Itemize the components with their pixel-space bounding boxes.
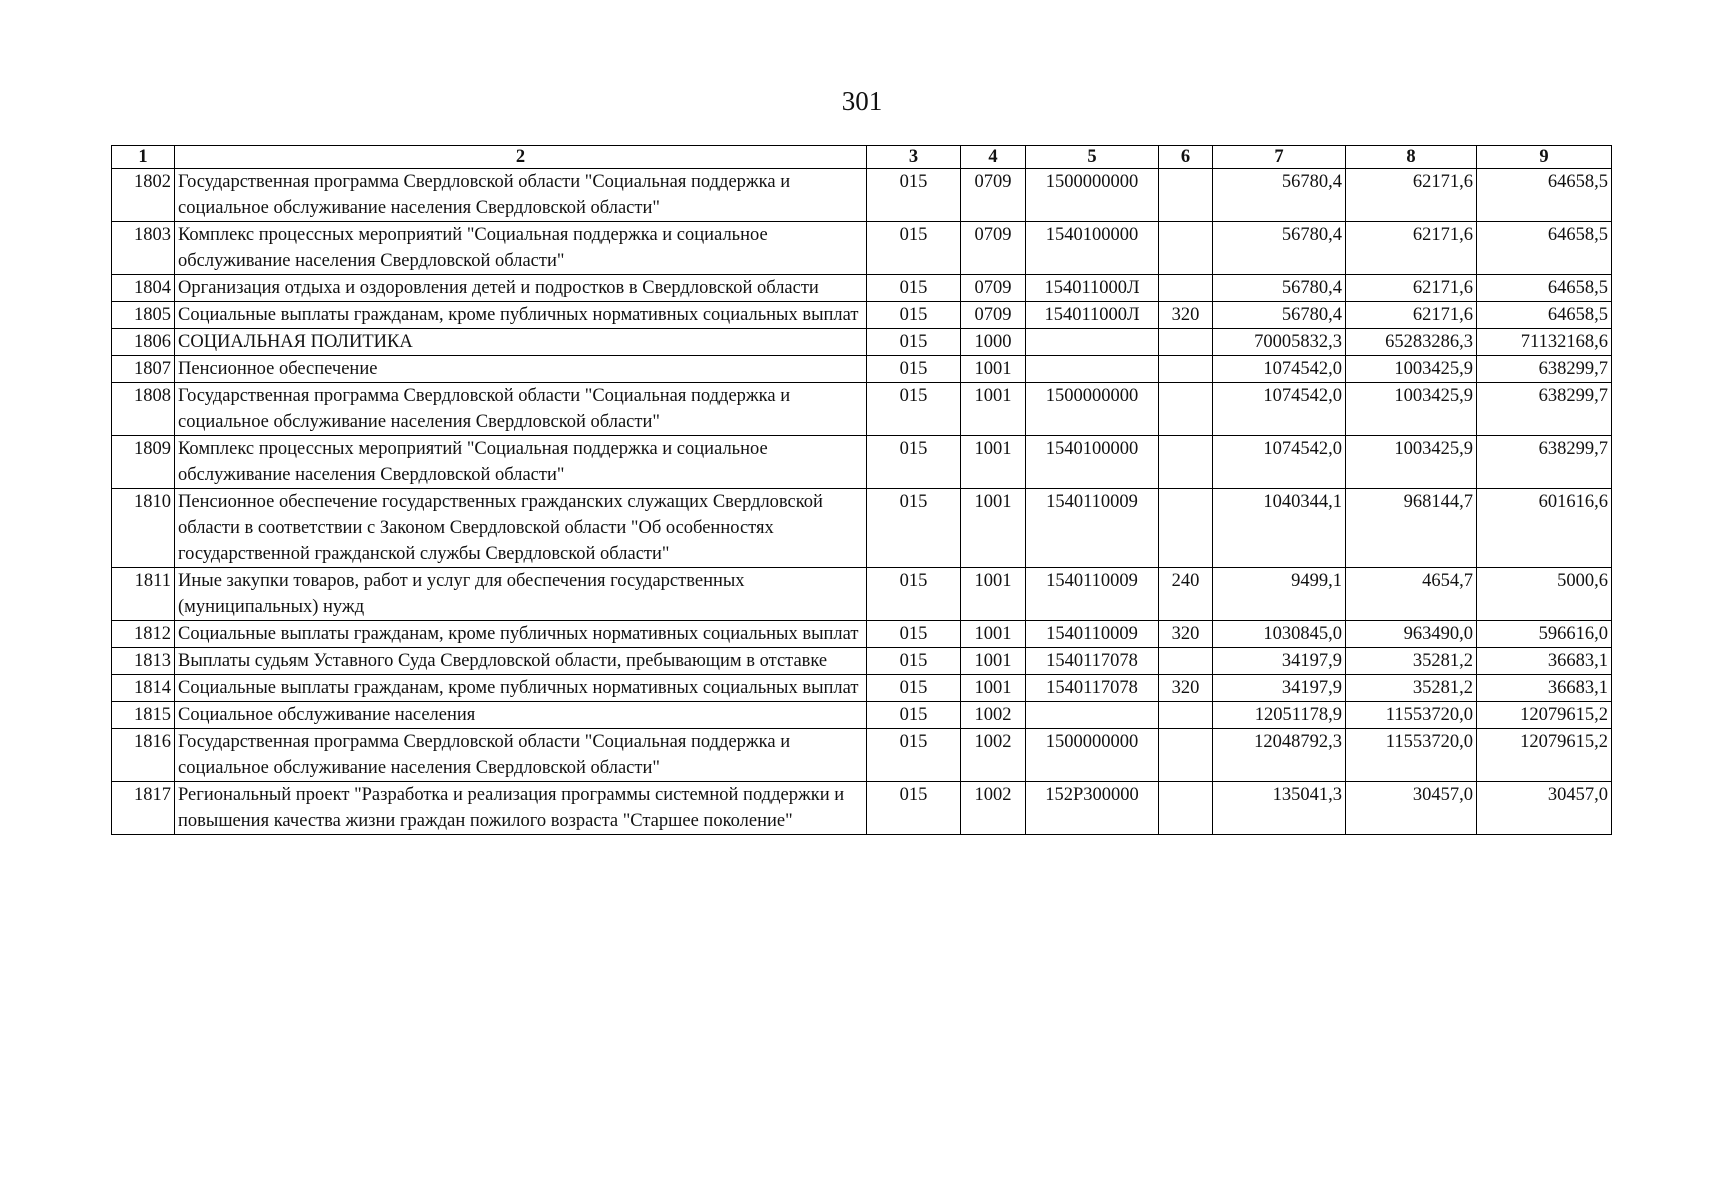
amount-year-1: 1040344,1 xyxy=(1213,489,1346,568)
table-row xyxy=(112,782,1612,835)
row-number: 1807 xyxy=(112,356,175,383)
column-header: 7 xyxy=(1213,146,1346,169)
amount-year-2: 11553720,0 xyxy=(1346,702,1477,729)
amount-year-1: 1074542,0 xyxy=(1213,383,1346,436)
target-article-code: 1500000000 xyxy=(1026,169,1159,222)
amount-year-2: 1003425,9 xyxy=(1346,356,1477,383)
row-number: 1817 xyxy=(112,782,175,835)
ministry-code: 015 xyxy=(867,489,961,568)
section-code: 0709 xyxy=(961,169,1026,222)
row-number: 1811 xyxy=(112,568,175,621)
row-description: СОЦИАЛЬНАЯ ПОЛИТИКА xyxy=(175,329,867,356)
table-row xyxy=(112,383,1612,436)
expense-type-code xyxy=(1159,222,1213,275)
row-description: Государственная программа Свердловской области "Социальная поддержка и социальное обслуживание населения Свердловской области" xyxy=(175,729,867,782)
section-code: 1001 xyxy=(961,648,1026,675)
target-article-code: 1500000000 xyxy=(1026,383,1159,436)
amount-year-2: 62171,6 xyxy=(1346,302,1477,329)
table-row xyxy=(112,702,1612,729)
budget-table xyxy=(111,145,1612,835)
amount-year-3: 638299,7 xyxy=(1477,436,1612,489)
amount-year-1: 135041,3 xyxy=(1213,782,1346,835)
ministry-code: 015 xyxy=(867,702,961,729)
table-row xyxy=(112,436,1612,489)
row-description: Социальные выплаты гражданам, кроме публичных нормативных социальных выплат xyxy=(175,302,867,329)
target-article-code: 152P300000 xyxy=(1026,782,1159,835)
row-description: Выплаты судьям Уставного Суда Свердловской области, пребывающим в отставке xyxy=(175,648,867,675)
expense-type-code xyxy=(1159,383,1213,436)
column-header: 9 xyxy=(1477,146,1612,169)
row-description: Государственная программа Свердловской области "Социальная поддержка и социальное обслуживание населения Свердловской области" xyxy=(175,383,867,436)
section-code: 1000 xyxy=(961,329,1026,356)
column-header: 5 xyxy=(1026,146,1159,169)
target-article-code: 1540100000 xyxy=(1026,222,1159,275)
target-article-code xyxy=(1026,329,1159,356)
row-number: 1806 xyxy=(112,329,175,356)
section-code: 1001 xyxy=(961,383,1026,436)
row-number: 1803 xyxy=(112,222,175,275)
amount-year-1: 12051178,9 xyxy=(1213,702,1346,729)
expense-type-code xyxy=(1159,729,1213,782)
expense-type-code: 240 xyxy=(1159,568,1213,621)
column-header: 8 xyxy=(1346,146,1477,169)
expense-type-code: 320 xyxy=(1159,675,1213,702)
target-article-code: 154011000Л xyxy=(1026,302,1159,329)
target-article-code xyxy=(1026,356,1159,383)
target-article-code: 1540100000 xyxy=(1026,436,1159,489)
table-row xyxy=(112,169,1612,222)
target-article-code: 1540117078 xyxy=(1026,675,1159,702)
table-row xyxy=(112,329,1612,356)
amount-year-1: 1074542,0 xyxy=(1213,356,1346,383)
amount-year-3: 36683,1 xyxy=(1477,675,1612,702)
table-row xyxy=(112,356,1612,383)
table-row xyxy=(112,621,1612,648)
amount-year-1: 56780,4 xyxy=(1213,302,1346,329)
column-header: 6 xyxy=(1159,146,1213,169)
ministry-code: 015 xyxy=(867,356,961,383)
expense-type-code xyxy=(1159,782,1213,835)
expense-type-code xyxy=(1159,329,1213,356)
expense-type-code xyxy=(1159,702,1213,729)
row-description: Социальное обслуживание населения xyxy=(175,702,867,729)
row-number: 1805 xyxy=(112,302,175,329)
row-number: 1815 xyxy=(112,702,175,729)
row-number: 1813 xyxy=(112,648,175,675)
row-description: Социальные выплаты гражданам, кроме публичных нормативных социальных выплат xyxy=(175,675,867,702)
table-row xyxy=(112,648,1612,675)
target-article-code: 1540117078 xyxy=(1026,648,1159,675)
amount-year-2: 35281,2 xyxy=(1346,648,1477,675)
column-header: 2 xyxy=(175,146,867,169)
table-row xyxy=(112,729,1612,782)
section-code: 1002 xyxy=(961,729,1026,782)
amount-year-1: 1030845,0 xyxy=(1213,621,1346,648)
table-row xyxy=(112,302,1612,329)
amount-year-2: 62171,6 xyxy=(1346,275,1477,302)
row-description: Государственная программа Свердловской области "Социальная поддержка и социальное обслуживание населения Свердловской области" xyxy=(175,169,867,222)
amount-year-2: 35281,2 xyxy=(1346,675,1477,702)
column-header: 4 xyxy=(961,146,1026,169)
amount-year-3: 638299,7 xyxy=(1477,356,1612,383)
column-header: 1 xyxy=(112,146,175,169)
expense-type-code: 320 xyxy=(1159,621,1213,648)
amount-year-1: 34197,9 xyxy=(1213,675,1346,702)
amount-year-2: 65283286,3 xyxy=(1346,329,1477,356)
expense-type-code xyxy=(1159,356,1213,383)
target-article-code: 1540110009 xyxy=(1026,489,1159,568)
amount-year-1: 1074542,0 xyxy=(1213,436,1346,489)
section-code: 1001 xyxy=(961,436,1026,489)
section-code: 1002 xyxy=(961,782,1026,835)
header-row xyxy=(112,146,1612,169)
row-description: Пенсионное обеспечение государственных гражданских служащих Свердловской области в соответствии с Законом Свердловской области "Об особенностях государственной гражданской службы Свердловской области" xyxy=(175,489,867,568)
ministry-code: 015 xyxy=(867,729,961,782)
ministry-code: 015 xyxy=(867,169,961,222)
page-number: 301 xyxy=(841,86,883,116)
table-row xyxy=(112,675,1612,702)
target-article-code: 1500000000 xyxy=(1026,729,1159,782)
amount-year-3: 5000,6 xyxy=(1477,568,1612,621)
row-number: 1809 xyxy=(112,436,175,489)
amount-year-3: 64658,5 xyxy=(1477,169,1612,222)
amount-year-3: 64658,5 xyxy=(1477,275,1612,302)
ministry-code: 015 xyxy=(867,275,961,302)
amount-year-2: 11553720,0 xyxy=(1346,729,1477,782)
target-article-code: 1540110009 xyxy=(1026,621,1159,648)
ministry-code: 015 xyxy=(867,383,961,436)
ministry-code: 015 xyxy=(867,648,961,675)
section-code: 1002 xyxy=(961,702,1026,729)
amount-year-1: 12048792,3 xyxy=(1213,729,1346,782)
amount-year-3: 601616,6 xyxy=(1477,489,1612,568)
target-article-code xyxy=(1026,702,1159,729)
ministry-code: 015 xyxy=(867,329,961,356)
row-number: 1808 xyxy=(112,383,175,436)
expense-type-code xyxy=(1159,648,1213,675)
row-number: 1814 xyxy=(112,675,175,702)
expense-type-code xyxy=(1159,275,1213,302)
amount-year-2: 62171,6 xyxy=(1346,222,1477,275)
ministry-code: 015 xyxy=(867,436,961,489)
row-description: Комплекс процессных мероприятий "Социальная поддержка и социальное обслуживание населения Свердловской области" xyxy=(175,222,867,275)
amount-year-3: 12079615,2 xyxy=(1477,702,1612,729)
section-code: 1001 xyxy=(961,675,1026,702)
amount-year-2: 1003425,9 xyxy=(1346,383,1477,436)
section-code: 1001 xyxy=(961,356,1026,383)
row-description: Пенсионное обеспечение xyxy=(175,356,867,383)
amount-year-2: 62171,6 xyxy=(1346,169,1477,222)
amount-year-2: 968144,7 xyxy=(1346,489,1477,568)
row-description: Комплекс процессных мероприятий "Социальная поддержка и социальное обслуживание населения Свердловской области" xyxy=(175,436,867,489)
amount-year-2: 1003425,9 xyxy=(1346,436,1477,489)
target-article-code: 1540110009 xyxy=(1026,568,1159,621)
expense-type-code xyxy=(1159,436,1213,489)
amount-year-3: 64658,5 xyxy=(1477,222,1612,275)
row-number: 1812 xyxy=(112,621,175,648)
section-code: 0709 xyxy=(961,222,1026,275)
amount-year-1: 70005832,3 xyxy=(1213,329,1346,356)
row-number: 1816 xyxy=(112,729,175,782)
amount-year-3: 596616,0 xyxy=(1477,621,1612,648)
ministry-code: 015 xyxy=(867,621,961,648)
row-description: Иные закупки товаров, работ и услуг для обеспечения государственных (муниципальных) нужд xyxy=(175,568,867,621)
section-code: 1001 xyxy=(961,568,1026,621)
target-article-code: 154011000Л xyxy=(1026,275,1159,302)
row-description: Региональный проект "Разработка и реализация программы системной поддержки и повышения качества жизни граждан пожилого возраста "Старшее поколение" xyxy=(175,782,867,835)
ministry-code: 015 xyxy=(867,782,961,835)
amount-year-3: 36683,1 xyxy=(1477,648,1612,675)
table-row xyxy=(112,275,1612,302)
section-code: 1001 xyxy=(961,621,1026,648)
amount-year-3: 64658,5 xyxy=(1477,302,1612,329)
section-code: 1001 xyxy=(961,489,1026,568)
table-row xyxy=(112,568,1612,621)
amount-year-3: 71132168,6 xyxy=(1477,329,1612,356)
row-description: Организация отдыха и оздоровления детей и подростков в Свердловской области xyxy=(175,275,867,302)
table-row xyxy=(112,489,1612,568)
amount-year-1: 56780,4 xyxy=(1213,222,1346,275)
ministry-code: 015 xyxy=(867,568,961,621)
amount-year-1: 34197,9 xyxy=(1213,648,1346,675)
amount-year-2: 4654,7 xyxy=(1346,568,1477,621)
ministry-code: 015 xyxy=(867,675,961,702)
expense-type-code xyxy=(1159,489,1213,568)
table-row xyxy=(112,222,1612,275)
amount-year-3: 30457,0 xyxy=(1477,782,1612,835)
expense-type-code xyxy=(1159,169,1213,222)
amount-year-1: 9499,1 xyxy=(1213,568,1346,621)
amount-year-3: 638299,7 xyxy=(1477,383,1612,436)
ministry-code: 015 xyxy=(867,302,961,329)
column-header: 3 xyxy=(867,146,961,169)
expense-type-code: 320 xyxy=(1159,302,1213,329)
amount-year-2: 30457,0 xyxy=(1346,782,1477,835)
row-number: 1802 xyxy=(112,169,175,222)
amount-year-1: 56780,4 xyxy=(1213,275,1346,302)
row-number: 1804 xyxy=(112,275,175,302)
ministry-code: 015 xyxy=(867,222,961,275)
amount-year-1: 56780,4 xyxy=(1213,169,1346,222)
amount-year-2: 963490,0 xyxy=(1346,621,1477,648)
row-description: Социальные выплаты гражданам, кроме публичных нормативных социальных выплат xyxy=(175,621,867,648)
section-code: 0709 xyxy=(961,275,1026,302)
amount-year-3: 12079615,2 xyxy=(1477,729,1612,782)
section-code: 0709 xyxy=(961,302,1026,329)
row-number: 1810 xyxy=(112,489,175,568)
